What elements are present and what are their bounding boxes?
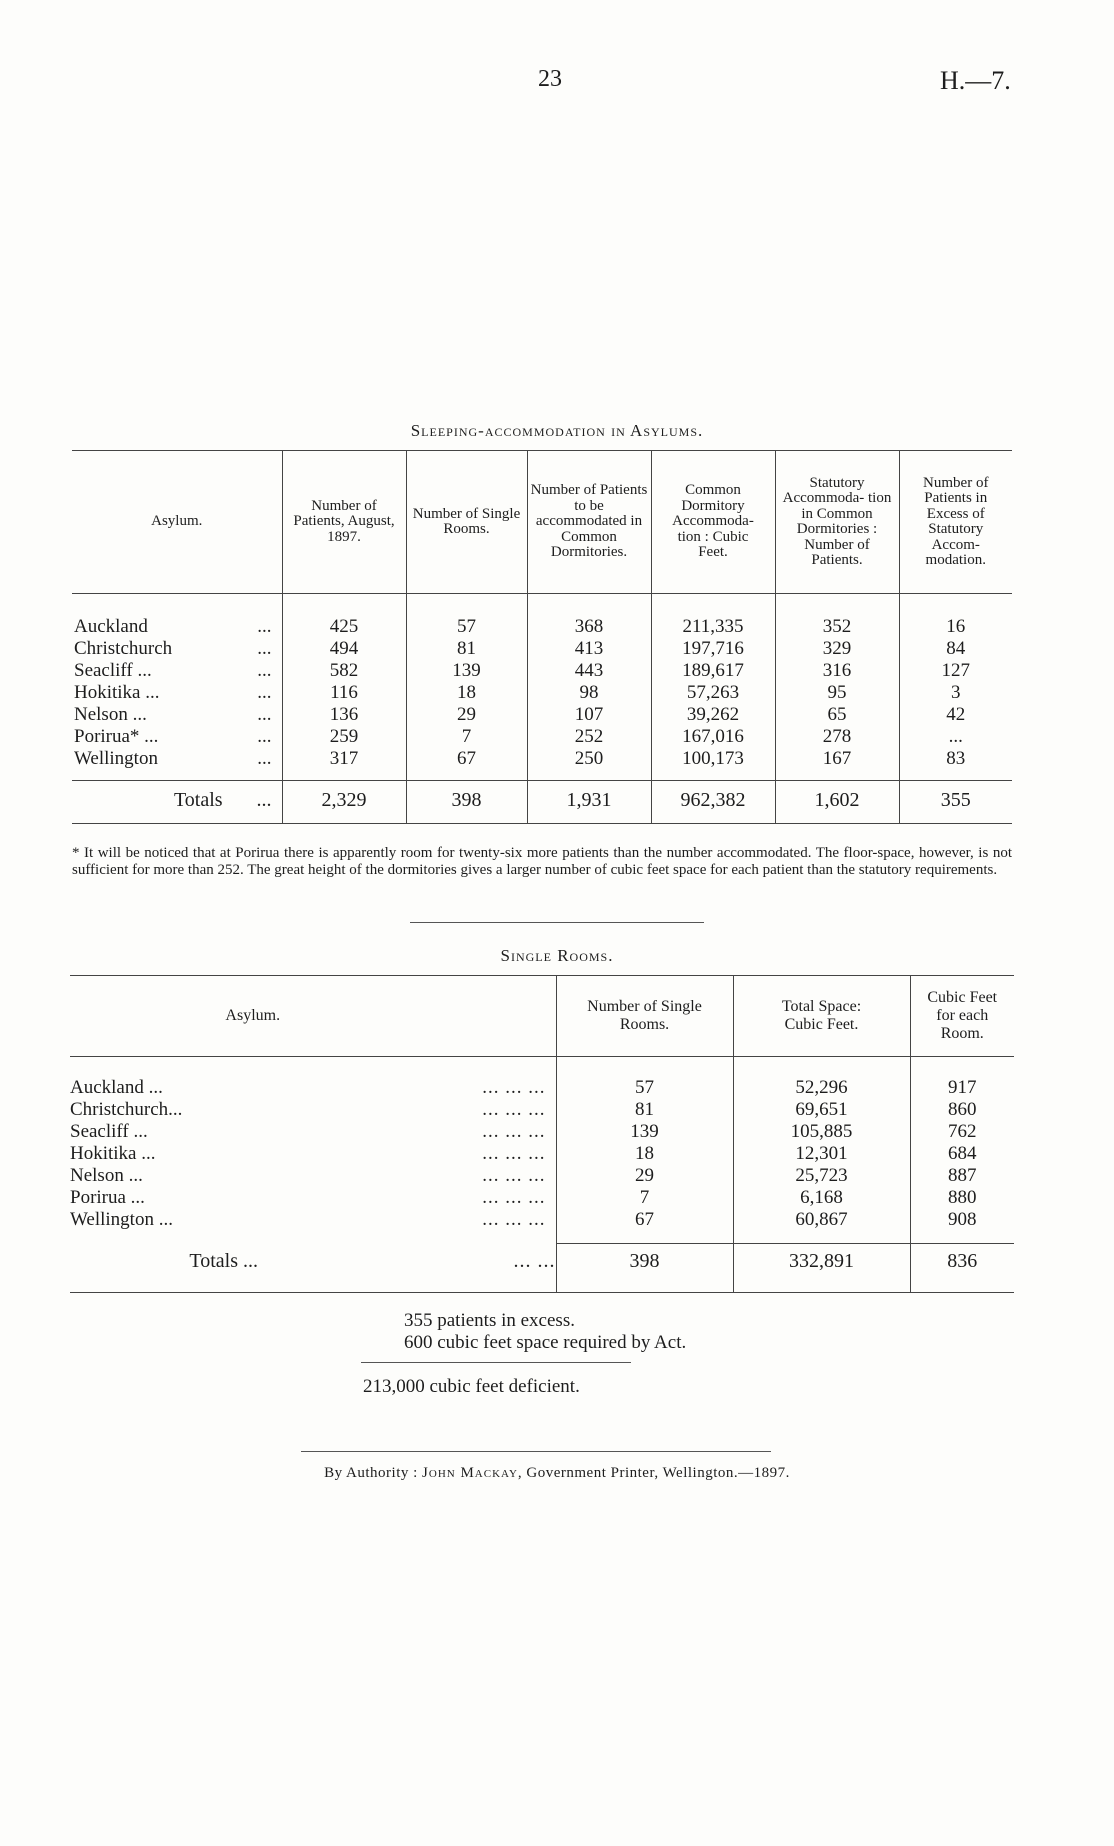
cubic-feet-total: 962,382 (651, 781, 775, 824)
statutory-cell: 278 (775, 726, 899, 748)
column-header: Number of Patients to be accommodated in Common Dormitories. (527, 451, 651, 594)
excess-cell: 127 (899, 660, 1012, 682)
single-rooms-cell: 57 (406, 594, 527, 639)
leader-dots: ... ... ... (482, 1121, 546, 1142)
asylum-name: Christchurch... (70, 1099, 183, 1120)
patients-total: 2,329 (282, 781, 406, 824)
single-rooms-cell: 7 (406, 726, 527, 748)
totals-row (72, 781, 1012, 824)
table-header-row (72, 451, 1012, 594)
single-rooms-cell: 29 (556, 1165, 733, 1187)
common-dormitories-cell: 413 (527, 638, 651, 660)
leader-dots: ... ... ... (482, 1143, 546, 1164)
asylum-name: Nelson ... ... (74, 704, 272, 725)
column-header: Total Space: Cubic Feet. (733, 976, 910, 1057)
excess-cell: 42 (899, 704, 1012, 726)
table-row (70, 1187, 1014, 1209)
total-space-cell: 105,885 (733, 1121, 910, 1143)
cubic-feet-per-room-cell: 762 (910, 1121, 1014, 1143)
totals-label: Totals ... (70, 1244, 262, 1293)
single-rooms-cell: 18 (406, 682, 527, 704)
single-rooms-cell: 18 (556, 1143, 733, 1165)
single-rooms-cell: 139 (406, 660, 527, 682)
common-dormitories-cell: 252 (527, 726, 651, 748)
cubic-feet-per-room-cell: 908 (910, 1209, 1014, 1244)
table2-title: Single Rooms. (500, 946, 614, 965)
common-dormitories-cell: 98 (527, 682, 651, 704)
leader-dots: ... ... ... (482, 1209, 546, 1231)
single-rooms-cell: 81 (406, 638, 527, 660)
common-dormitories-cell: 443 (527, 660, 651, 682)
table-row (70, 1143, 1014, 1165)
total-space-cell: 6,168 (733, 1187, 910, 1209)
asylum-name: Christchurch ... (74, 638, 272, 659)
leader-dots: ... ... (262, 1244, 556, 1293)
leader-dots: ... ... ... (482, 1099, 546, 1120)
statutory-cell: 316 (775, 660, 899, 682)
table-row (70, 1209, 1014, 1244)
asylum-name: Nelson ... (70, 1165, 143, 1186)
totals-label: Totals ... (72, 781, 282, 824)
sleeping-accommodation-table (72, 450, 1012, 824)
cubic-feet-per-room-cell: 860 (910, 1099, 1014, 1121)
cubic-feet-cell: 189,617 (651, 660, 775, 682)
statutory-cell: 329 (775, 638, 899, 660)
asylum-name: Porirua ... (70, 1187, 145, 1208)
total-space-cell: 52,296 (733, 1057, 910, 1100)
column-header: Number of Patients in Excess of Statutory Accom- modation. (899, 451, 1012, 594)
cubic-feet-cell: 211,335 (651, 594, 775, 639)
column-header: Number of Patients, August, 1897. (282, 451, 406, 594)
cubic-feet-per-room-cell: 887 (910, 1165, 1014, 1187)
common-dormitories-cell: 107 (527, 704, 651, 726)
leader-dots: ... ... ... (482, 1077, 546, 1098)
single-rooms-cell: 67 (556, 1209, 733, 1244)
table-row (70, 1099, 1014, 1121)
leader-dots: ... ... ... (482, 1187, 546, 1208)
cubic-feet-cell: 39,262 (651, 704, 775, 726)
authority-rule (301, 1451, 771, 1452)
table-row (70, 1165, 1014, 1187)
single-rooms-cell: 57 (556, 1057, 733, 1100)
table-row (72, 594, 1012, 639)
cubic-feet-per-room-total: 836 (910, 1244, 1014, 1293)
note-required: 600 cubic feet space required by Act. (404, 1332, 687, 1353)
statutory-cell: 352 (775, 594, 899, 639)
sum-rule (361, 1362, 631, 1363)
table-row (70, 1057, 1014, 1100)
cubic-feet-cell: 57,263 (651, 682, 775, 704)
cubic-feet-cell: 100,173 (651, 748, 775, 781)
table-row (72, 682, 1012, 704)
cubic-feet-per-room-cell: 684 (910, 1143, 1014, 1165)
patients-cell: 136 (282, 704, 406, 726)
note-excess: 355 patients in excess. (404, 1310, 575, 1331)
patients-cell: 116 (282, 682, 406, 704)
single-rooms-cell: 139 (556, 1121, 733, 1143)
asylum-name: Auckland ... (74, 616, 272, 637)
asylum-name: Seacliff ... ... (74, 660, 272, 681)
common-dormitories-cell: 250 (527, 748, 651, 781)
single-rooms-cell: 67 (406, 748, 527, 781)
statutory-cell: 95 (775, 682, 899, 704)
asylum-name: Hokitika ... (70, 1143, 156, 1164)
printer-authority: By Authority : John Mackay, Government Printer, Wellington.—1897. (324, 1465, 790, 1481)
table1-title: Sleeping-accommodation in Asylums. (410, 421, 704, 440)
excess-cell: ... (899, 726, 1012, 748)
excess-cell: 84 (899, 638, 1012, 660)
page-number: 23 (538, 66, 562, 92)
column-header: Statutory Accommoda- tion in Common Dormitories : Number of Patients. (775, 451, 899, 594)
total-space-cell: 25,723 (733, 1165, 910, 1187)
cubic-feet-cell: 167,016 (651, 726, 775, 748)
section-divider (410, 922, 704, 923)
asylum-name: Auckland ... (70, 1077, 163, 1098)
statutory-total: 1,602 (775, 781, 899, 824)
patients-cell: 317 (282, 748, 406, 781)
document-reference: H.—7. (940, 66, 1011, 95)
asylum-name: Hokitika ... ... (74, 682, 272, 703)
column-header: Number of Single Rooms. (556, 976, 733, 1057)
asylum-name: Wellington ... (70, 1209, 173, 1231)
table-row (72, 704, 1012, 726)
footnote: * It will be noticed that at Porirua there is apparently room for twenty-six more patients than the number accommodated. The floor-space, however, is not sufficient for more than 252. The great height of the dormitories gives a larger number of cubic feet space for each patient than the statutory requirements. (72, 845, 1012, 878)
cubic-feet-cell: 197,716 (651, 638, 775, 660)
asylum-name: Wellington ... (74, 748, 272, 769)
table-row (72, 748, 1012, 781)
single-rooms-cell: 29 (406, 704, 527, 726)
cubic-feet-per-room-cell: 880 (910, 1187, 1014, 1209)
patients-cell: 259 (282, 726, 406, 748)
excess-total: 355 (899, 781, 1012, 824)
column-header: Number of Single Rooms. (406, 451, 527, 594)
patients-cell: 425 (282, 594, 406, 639)
statutory-cell: 167 (775, 748, 899, 781)
table-row (72, 638, 1012, 660)
totals-row (70, 1244, 1014, 1293)
total-space-cell: 69,651 (733, 1099, 910, 1121)
statutory-cell: 65 (775, 704, 899, 726)
patients-cell: 494 (282, 638, 406, 660)
table-row (70, 1121, 1014, 1143)
table-header-row (70, 976, 1014, 1057)
column-header: Common Dormitory Accommoda- tion : Cubic Feet. (651, 451, 775, 594)
asylum-name: Seacliff ... (70, 1121, 148, 1142)
total-space-cell: 60,867 (733, 1209, 910, 1244)
single-rooms-cell: 7 (556, 1187, 733, 1209)
total-space-cell: 12,301 (733, 1143, 910, 1165)
column-header: Asylum. (70, 976, 556, 1057)
common-dormitories-total: 1,931 (527, 781, 651, 824)
cubic-feet-per-room-cell: 917 (910, 1057, 1014, 1100)
note-deficient: 213,000 cubic feet deficient. (363, 1376, 580, 1397)
asylum-name: Porirua* ... ... (74, 726, 272, 747)
total-space-total: 332,891 (733, 1244, 910, 1293)
column-header: Cubic Feet for each Room. (910, 976, 1014, 1057)
patients-cell: 582 (282, 660, 406, 682)
leader-dots: ... ... ... (482, 1165, 546, 1186)
excess-cell: 16 (899, 594, 1012, 639)
excess-cell: 83 (899, 748, 1012, 781)
table-row (72, 726, 1012, 748)
excess-cell: 3 (899, 682, 1012, 704)
common-dormitories-cell: 368 (527, 594, 651, 639)
column-header: Asylum. (72, 451, 282, 594)
single-rooms-table (70, 975, 1014, 1293)
single-rooms-cell: 81 (556, 1099, 733, 1121)
single-rooms-total: 398 (556, 1244, 733, 1293)
single-rooms-total: 398 (406, 781, 527, 824)
table-row (72, 660, 1012, 682)
